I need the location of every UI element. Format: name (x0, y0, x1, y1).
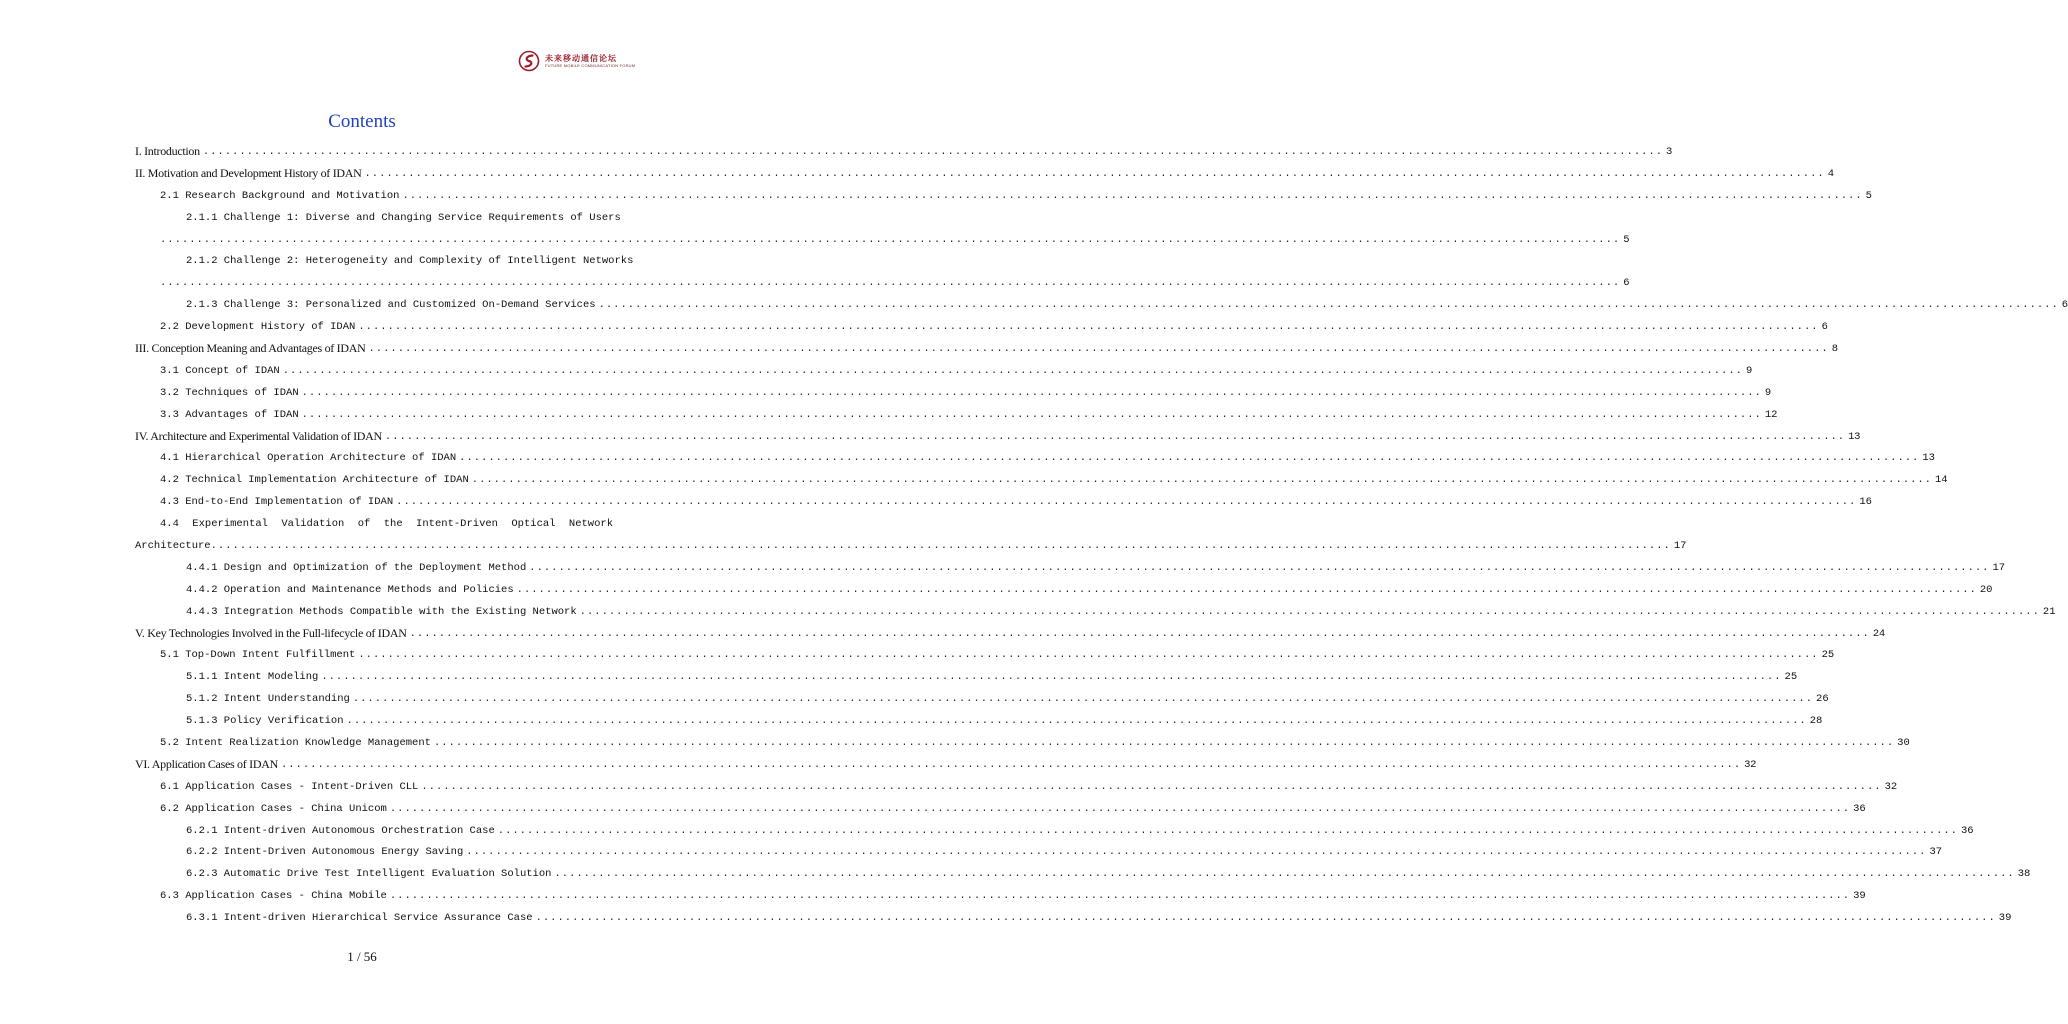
toc-entry-page: 30 (1897, 736, 1910, 749)
toc-entry-page: 26 (1816, 693, 1829, 706)
toc-leader-dots: ........................................................................................................................................................................................................ (358, 321, 1819, 334)
toc-entry-page: 13 (1922, 452, 1935, 465)
toc-leader-dots: ........................................................................................................................................................................................................ (389, 802, 1851, 815)
toc-leader-dots: ........................................................................................................................................................................................................ (516, 583, 1977, 596)
toc-entry-page: 24 (1872, 627, 1885, 640)
toc-entry[interactable] (135, 382, 1772, 404)
table-of-contents (135, 141, 2068, 929)
toc-entry[interactable] (135, 404, 1778, 426)
toc-entry[interactable] (135, 820, 1974, 842)
toc-leader-dots: ........................................................................................................................................................................................................ (471, 474, 1932, 487)
toc-leader-dots: ........................................................................................................................................................................................................ (497, 824, 1958, 837)
toc-entry-title: 2.1.3 Challenge 3: Personalized and Customized On-Demand Services (186, 299, 596, 312)
toc-entry-page: 32 (1884, 780, 1898, 793)
toc-entry-title: V. Key Technologies Involved in the Full-lifecycle of IDAN (135, 626, 407, 641)
toc-entry[interactable] (135, 842, 1943, 864)
toc-entry-title: 3.1 Concept of IDAN (160, 364, 280, 377)
toc-entry[interactable] (135, 754, 1757, 776)
toc-entry[interactable] (135, 885, 1866, 907)
toc-entry[interactable] (135, 666, 1798, 688)
toc-entry-page: 39 (1853, 890, 1866, 903)
toc-entry-title: 5.1.1 Intent Modeling (186, 671, 319, 684)
toc-entry-page: 25 (1784, 671, 1798, 684)
toc-entry-title: 2.1 Research Background and Motivation (160, 189, 400, 202)
toc-leader-dots: ........................................................................................................................................................................................................ (301, 408, 1762, 421)
toc-entry-page: 32 (1744, 758, 1757, 771)
toc-entry-page: 28 (1809, 715, 1823, 728)
toc-entry[interactable] (135, 294, 2068, 316)
toc-entry-title: 6.3.1 Intent-driven Hierarchical Service Assurance Case (186, 912, 533, 925)
toc-entry-page: 6 (1623, 277, 1630, 290)
toc-entry-continuation[interactable] (135, 535, 1687, 557)
toc-entry-title: II. Motivation and Development History of IDAN (135, 166, 362, 181)
toc-leader-dots: ........................................................................................................................................................................................................ (282, 364, 1743, 377)
toc-entry-title: I. Introduction (135, 144, 200, 159)
toc-entry-page: 37 (1929, 846, 1943, 859)
toc-entry-title: 6.1 Application Cases - Intent-Driven CLL (160, 780, 419, 793)
forum-logo-icon (518, 50, 540, 72)
toc-entry[interactable] (135, 207, 621, 229)
toc-entry-title: 2.1.1 Challenge 1: Diverse and Changing Service Requirements of Users (186, 211, 621, 224)
toc-entry-title: III. Conception Meaning and Advantages of IDAN (135, 341, 366, 356)
toc-entry[interactable] (135, 250, 634, 272)
toc-leader-dots: ........................................................................................................................................................................................................ (202, 145, 1664, 158)
toc-leader-dots: ........................................................................................................................................................................................................ (466, 846, 1927, 859)
toc-entry-page: 12 (1764, 408, 1778, 421)
toc-entry-page: 21 (2042, 605, 2056, 618)
toc-entry-page: 14 (1934, 474, 1948, 487)
toc-leader-dots: ........................................................................................................................................................................................................ (364, 167, 1825, 180)
toc-leader-dots: ........................................................................................................................................................................................................ (384, 430, 1846, 443)
toc-entry[interactable] (135, 688, 1829, 710)
toc-entry-title: IV. Architecture and Experimental Validation of IDAN (135, 429, 382, 444)
toc-entry-title: 4.4.2 Operation and Maintenance Methods and Policies (186, 583, 514, 596)
toc-entry-page: 3 (1666, 145, 1673, 158)
toc-entry-title: 4.4.1 Design and Optimization of the Deployment Method (186, 561, 527, 574)
toc-entry-title: 5.1 Top-Down Intent Fulfillment (160, 649, 356, 662)
toc-entry-continuation[interactable] (135, 272, 1630, 294)
forum-name-en: FUTURE MOBILE COMMUNICATION FORUM (545, 63, 636, 68)
toc-entry[interactable] (135, 513, 613, 535)
toc-entry[interactable] (135, 557, 2006, 579)
toc-entry[interactable] (135, 447, 1935, 469)
toc-entry-page: 5 (1623, 233, 1630, 246)
toc-entry-title: 4.1 Hierarchical Operation Architecture of IDAN (160, 452, 457, 465)
toc-entry-page: 38 (2017, 868, 2031, 881)
toc-entry-title: 6.2.3 Automatic Drive Test Intelligent Evaluation Solution (186, 868, 552, 881)
toc-entry-page: 25 (1821, 649, 1835, 662)
toc-leader-dots: ........................................................................................................................................................................................................ (346, 715, 1807, 728)
page-number: 1 / 56 (347, 949, 377, 964)
toc-entry[interactable] (135, 644, 1835, 666)
toc-leader-dots: ........................................................................................................................................................................................................ (280, 758, 1742, 771)
toc-entry-title: 4.3 End-to-End Implementation of IDAN (160, 496, 394, 509)
toc-entry-title: 5.1.2 Intent Understanding (186, 693, 350, 706)
toc-entry[interactable] (135, 185, 1872, 207)
toc-entry-title: VI. Application Cases of IDAN (135, 757, 278, 772)
toc-entry[interactable] (135, 601, 2056, 623)
toc-leader-dots: ........................................................................................................................................................................................................ (160, 233, 1621, 246)
toc-leader-dots: ........................................................................................................................................................................................................ (409, 627, 1870, 640)
toc-leader-dots: ........................................................................................................................................................................................................ (301, 386, 1762, 399)
forum-logo (518, 48, 648, 74)
forum-name-cn: 未来移动通信论坛 (545, 53, 617, 63)
toc-leader-dots: ........................................................................................................................................................................................................ (210, 539, 1671, 552)
toc-entry[interactable] (135, 426, 1861, 448)
toc-entry-page: 9 (1764, 386, 1772, 399)
toc-entry[interactable] (135, 163, 1834, 185)
toc-entry-title: 6.2.1 Intent-driven Autonomous Orchestration Case (186, 824, 495, 837)
toc-leader-dots: ........................................................................................................................................................................................................ (358, 649, 1819, 662)
toc-entry-title: 4.4.3 Integration Methods Compatible with the Existing Network (186, 605, 577, 618)
toc-entry[interactable] (135, 732, 1910, 754)
toc-entry-continuation[interactable] (135, 229, 1630, 251)
toc-entry[interactable] (135, 469, 1948, 491)
toc-entry-page: 6 (2061, 299, 2068, 312)
toc-entry[interactable] (135, 798, 1866, 820)
toc-leader-dots: ........................................................................................................................................................................................................ (535, 912, 1996, 925)
toc-entry-page: 36 (1960, 824, 1974, 837)
toc-leader-dots: ........................................................................................................................................................................................................ (389, 890, 1851, 903)
toc-entry-page: 13 (1848, 430, 1861, 443)
toc-entry-page: 5 (1865, 189, 1872, 202)
toc-entry-title-continued: Architecture (135, 539, 211, 552)
toc-entry-page: 16 (1859, 496, 1872, 509)
toc-entry-page: 36 (1853, 802, 1866, 815)
toc-leader-dots: ........................................................................................................................................................................................................ (433, 736, 1895, 749)
toc-entry[interactable] (135, 623, 1885, 645)
toc-entry-page: 4 (1827, 167, 1834, 180)
toc-leader-dots: ........................................................................................................................................................................................................ (321, 671, 1782, 684)
toc-entry[interactable] (135, 491, 1872, 513)
toc-entry-title: 5.2 Intent Realization Knowledge Management (160, 736, 431, 749)
toc-entry[interactable] (135, 579, 1993, 601)
toc-entry[interactable] (135, 710, 1823, 732)
toc-entry[interactable] (135, 907, 2012, 929)
toc-entry-title: 2.2 Development History of IDAN (160, 321, 356, 334)
toc-entry-page: 20 (1979, 583, 1993, 596)
toc-leader-dots: ........................................................................................................................................................................................................ (421, 780, 1882, 793)
toc-entry[interactable] (135, 776, 1898, 798)
toc-leader-dots: ........................................................................................................................................................................................................ (160, 277, 1621, 290)
toc-entry-title: 6.2 Application Cases - China Unicom (160, 802, 387, 815)
toc-entry-title: 4.4 Experimental Validation of the Intent-Driven Optical Network (160, 518, 613, 531)
toc-entry-title: 5.1.3 Policy Verification (186, 715, 344, 728)
toc-leader-dots: ........................................................................................................................................................................................................ (579, 605, 2040, 618)
toc-leader-dots: ........................................................................................................................................................................................................ (529, 561, 1990, 574)
contents-title: Contents (328, 111, 396, 132)
toc-leader-dots: ........................................................................................................................................................................................................ (598, 299, 2059, 312)
toc-entry[interactable] (135, 863, 2031, 885)
toc-entry-page: 6 (1821, 321, 1828, 334)
toc-leader-dots: ........................................................................................................................................................................................................ (402, 189, 1863, 202)
toc-leader-dots: ........................................................................................................................................................................................................ (554, 868, 2015, 881)
toc-leader-dots: ........................................................................................................................................................................................................ (396, 496, 1857, 509)
forum-logo-text (545, 54, 635, 68)
toc-entry-title: 6.2.2 Intent-Driven Autonomous Energy Saving (186, 846, 464, 859)
toc-entry-page: 8 (1831, 342, 1838, 355)
toc-entry-title: 2.1.2 Challenge 2: Heterogeneity and Complexity of Intelligent Networks (186, 255, 634, 268)
toc-entry-title: 3.2 Techniques of IDAN (160, 386, 299, 399)
toc-entry[interactable] (135, 360, 1753, 382)
toc-entry-page: 9 (1745, 364, 1753, 377)
toc-entry-page: 39 (1998, 912, 2012, 925)
toc-entry-page: 17 (1992, 561, 2006, 574)
toc-entry[interactable] (135, 141, 1673, 163)
toc-entry-title: 3.3 Advantages of IDAN (160, 408, 299, 421)
toc-entry[interactable] (135, 316, 1828, 338)
toc-entry-title: 6.3 Application Cases - China Mobile (160, 890, 387, 903)
toc-entry-title: 4.2 Technical Implementation Architecture of IDAN (160, 474, 469, 487)
toc-leader-dots: ........................................................................................................................................................................................................ (368, 342, 1829, 355)
toc-entry[interactable] (135, 338, 1838, 360)
toc-leader-dots: ........................................................................................................................................................................................................ (459, 452, 1920, 465)
toc-entry-page: 17 (1673, 539, 1687, 552)
toc-leader-dots: ........................................................................................................................................................................................................ (352, 693, 1814, 706)
